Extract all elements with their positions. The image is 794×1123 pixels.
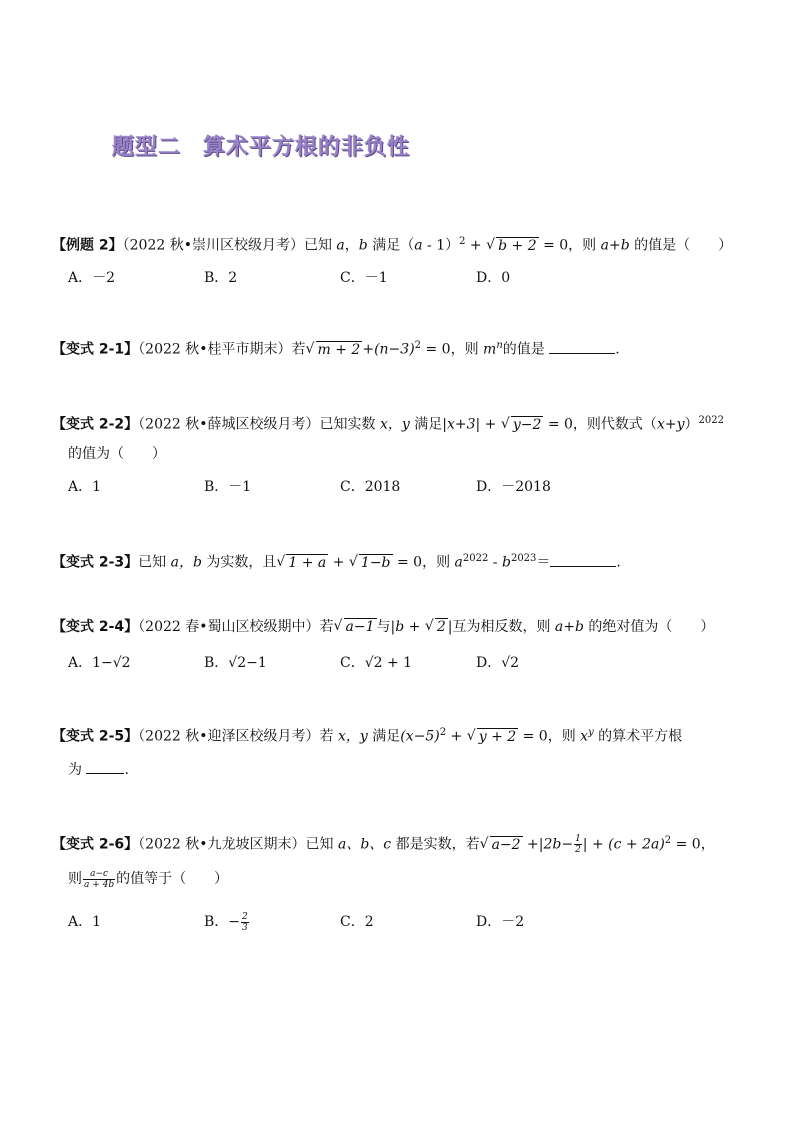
sqrt-expr	[425, 616, 448, 638]
sqrt-expr	[467, 726, 518, 748]
text: |	[447, 619, 453, 635]
question-source: （2022 秋•桂平市期末）	[138, 341, 292, 358]
radicand: a−1	[345, 619, 375, 635]
text: +	[446, 728, 467, 745]
expr: | + (c + 2a)	[582, 836, 665, 853]
var: x，y	[379, 416, 410, 433]
radicand: a−2	[491, 836, 521, 853]
exponent: 2	[439, 727, 447, 738]
expr: |x+3|	[442, 416, 481, 433]
exponent: 2022	[698, 415, 724, 426]
radicand: b + 2	[498, 237, 537, 254]
text: 则	[68, 871, 82, 887]
text: 互为相反数，则	[452, 619, 555, 635]
option-d[interactable]: D．0	[476, 270, 511, 286]
sqrt-expr	[486, 235, 539, 257]
option-c[interactable]: C．2018	[340, 479, 401, 495]
question-tag: 【变式 2-6】	[52, 836, 139, 853]
text: 若	[291, 341, 306, 358]
option-c[interactable]: C．2	[340, 914, 374, 930]
answer-blank[interactable]	[549, 339, 615, 354]
text: 都是实数，若	[391, 836, 480, 853]
option-b[interactable]	[204, 911, 340, 933]
option-b[interactable]: B．2	[204, 270, 238, 286]
radicand: y−2	[512, 416, 542, 433]
numerator: 2	[242, 911, 248, 922]
exponent: 2023	[510, 553, 537, 564]
text: 已知	[303, 237, 337, 254]
var: b	[358, 237, 368, 254]
fraction	[574, 834, 582, 855]
section-title-part1: 题型二	[112, 135, 182, 160]
text: +	[480, 416, 501, 433]
var: x，y	[337, 728, 368, 745]
question-tag: 【变式 2-5】	[52, 728, 139, 745]
text: ＝	[536, 554, 551, 571]
question-variant-2-3	[52, 548, 752, 574]
text: ，	[344, 237, 359, 254]
options-row	[68, 911, 612, 933]
option-a[interactable]: A．－2	[68, 270, 116, 286]
fraction	[241, 912, 249, 933]
numerator: a−c	[83, 869, 115, 880]
text: 满足（	[367, 237, 415, 254]
text: 若	[319, 728, 338, 745]
question-source: （2022 秋•崇川区校级月考）	[122, 237, 304, 254]
var: a	[336, 237, 345, 254]
option-a[interactable]: A．1−√2	[68, 655, 131, 671]
text: B．−	[204, 914, 241, 930]
text: 已知	[305, 836, 338, 853]
exponent: n	[496, 340, 503, 351]
exponent: 2	[664, 835, 672, 846]
var: m	[483, 341, 497, 358]
radicand: 1 + a	[288, 554, 327, 571]
radicand: 1−b	[360, 554, 391, 571]
text: 满足	[367, 728, 401, 745]
sqrt-expr	[276, 552, 328, 574]
denominator: a + 4b	[84, 879, 115, 890]
question-tag: 【例题 2】	[52, 237, 123, 254]
option-d[interactable]: D．√2	[476, 655, 520, 671]
option-c[interactable]: C．－1	[340, 270, 388, 286]
question-variant-2-1	[52, 335, 752, 361]
option-d[interactable]: D．－2018	[476, 479, 551, 495]
question-tag: 【变式 2-4】	[52, 619, 139, 635]
text: 已知	[138, 554, 171, 571]
sqrt-expr	[349, 552, 393, 574]
text: 若	[319, 619, 334, 635]
var: a	[414, 237, 423, 254]
question-variant-2-6	[52, 830, 752, 856]
text: 为	[68, 762, 87, 778]
sqrt-expr	[334, 616, 377, 638]
answer-blank[interactable]	[86, 759, 124, 774]
var: b	[501, 554, 511, 571]
var: a+b	[600, 237, 630, 254]
radicand: m + 2	[317, 341, 361, 358]
question-source: （2022 秋•九龙坡区期末）	[138, 836, 306, 853]
text: .	[615, 341, 620, 358]
option-a[interactable]: A．1	[68, 479, 102, 495]
answer-blank[interactable]	[550, 552, 616, 567]
option-b[interactable]: B．－1	[204, 479, 252, 495]
exponent: y	[588, 727, 594, 738]
denominator: 2	[575, 845, 581, 856]
question-tag: 【变式 2-3】	[52, 554, 139, 571]
question-example-2	[52, 231, 752, 257]
option-b[interactable]: B．√2−1	[204, 655, 267, 671]
question-source: （2022 春•蜀山区校级期中）	[138, 619, 320, 635]
options-row	[68, 267, 612, 289]
expr: |b +	[390, 619, 425, 635]
question-continuation	[68, 443, 166, 465]
question-continuation	[68, 868, 228, 890]
option-a[interactable]: A．1	[68, 914, 102, 930]
exponent: 2	[414, 340, 422, 351]
question-source: （2022 秋•迎泽区校级月考）	[138, 728, 320, 745]
var: a	[454, 554, 463, 571]
radicand: y + 2	[478, 728, 517, 745]
text: 的值为（ ）	[68, 446, 166, 462]
text: 的值等于（ ）	[116, 871, 229, 887]
question-continuation	[68, 759, 129, 781]
text: +	[328, 554, 349, 571]
option-c[interactable]: C．√2 + 1	[340, 655, 413, 671]
question-variant-2-5	[52, 722, 752, 748]
text: 与	[376, 619, 391, 635]
exponent: 2022	[462, 553, 489, 564]
expr: +|2b−	[522, 836, 574, 853]
var: x	[580, 728, 589, 745]
text: 的值是（ ）	[629, 237, 733, 254]
sqrt-expr	[306, 339, 363, 361]
text: 满足	[409, 416, 443, 433]
question-tag: 【变式 2-1】	[52, 341, 139, 358]
text: - 1）	[422, 237, 460, 254]
text: -	[488, 554, 502, 571]
numerator: 1	[575, 834, 581, 845]
question-tag: 【变式 2-2】	[52, 416, 139, 433]
text: = 0，则	[538, 237, 601, 254]
var: a，b	[170, 554, 202, 571]
text: 的算术平方根	[593, 728, 683, 745]
var: x+y	[656, 416, 685, 433]
section-title-part2: 算术平方根的非负性	[203, 135, 411, 160]
option-d[interactable]: D．－2	[476, 914, 525, 930]
question-source: （2022 秋•薛城区校级月考）	[138, 416, 320, 433]
text: = 0，	[671, 836, 715, 853]
denominator: 3	[242, 922, 248, 933]
text: 已知实数	[319, 416, 380, 433]
text: .	[124, 762, 129, 778]
question-variant-2-2	[52, 410, 752, 436]
exponent: 2	[459, 236, 466, 247]
text: 的值是	[502, 341, 550, 358]
var: a+b	[554, 619, 584, 635]
section-title	[112, 130, 410, 161]
text: = 0，则代数式（	[543, 416, 657, 433]
text: 的绝对值为（ ）	[583, 619, 715, 635]
text: = 0，则	[421, 341, 484, 358]
expr: (x−5)	[400, 728, 440, 745]
text: = 0，则	[392, 554, 455, 571]
fraction	[83, 869, 115, 890]
radicand: 2	[436, 619, 446, 635]
question-variant-2-4	[52, 616, 752, 638]
text: = 0，则	[518, 728, 581, 745]
text: .	[616, 554, 621, 571]
options-row	[68, 476, 612, 498]
text: +	[465, 237, 487, 254]
text: ）	[684, 416, 699, 433]
text: 为实数，且	[201, 554, 277, 571]
sqrt-expr	[501, 414, 544, 436]
options-row	[68, 652, 612, 674]
sqrt-expr	[480, 834, 523, 856]
expr: +(n−3)	[362, 341, 415, 358]
var: a、b、c	[337, 836, 392, 853]
